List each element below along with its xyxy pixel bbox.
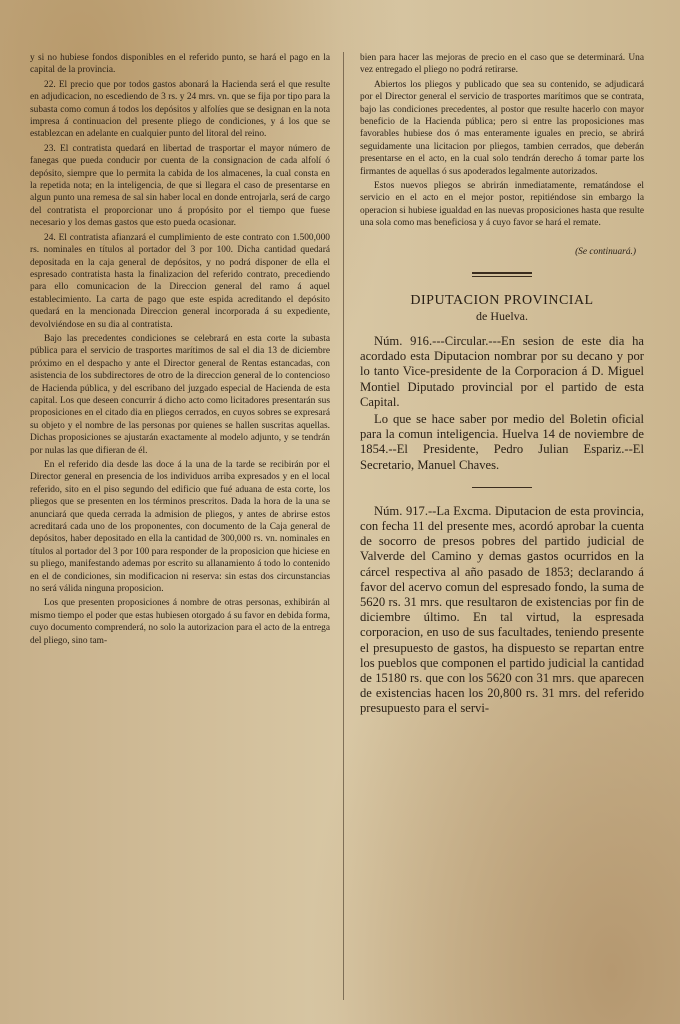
right-column xyxy=(360,52,644,719)
section-subtitle: de Huelva. xyxy=(476,308,528,323)
paragraph: Núm. 917.--La Excma. Diputacion de esta provincia, con fecha 11 del presente mes, acordó aprobar la cuenta de socorro de presos pobres del partido judicial de Valverde del Camino y demas gastos ocurridos en la cárcel respectiva al año pasado de 1853; declarando á favor del acervo comun del espresado fondo, la suma de 5620 rs. 31 mrs. que resultaron de existencias por fin de diciembre último. En tal virtud, la espresada corporacion, en uso de sus facultades, teniendo presente el presupuesto de gastos, ha dispuesto se repartan entre los pueblos que componen el partido judicial la cantidad de 15180 rs. que con los 5620 con 31 mrs. que aparecen de existencias hacen los 20,800 rs. 31 mrs. del referido presupuesto para el servi- xyxy=(360,503,644,716)
paragraph: 22. El precio que por todos gastos abonará la Hacienda será el que resulte en adjudicacion, no escediendo de 3 rs. y 24 mrs. vn. que se fija por tipo para la subasta como comun á todos los depósitos y alfolíes que se designan en la nota impresa á continuacion del presente pliego de condiciones, y á los que se establezcan en adelante en cualquier punto del litoral del reino. xyxy=(30,79,330,140)
paragraph: En el referido dia desde las doce á la una de la tarde se recibirán por el Director general en presencia de los individuos arriba expresados y en el local referido, sito en el piso segundo del edificio que fué aduana de esta corte, los pliegos que se presenten en los términos prescritos. Dada la hora de la una se anunciará que queda cerrada la admision de pliegos, y antes de abrirse estos acreditará cada uno de los proponentes, con documento de la Caja general de depósitos, haber depositado en ella la cantidad de 300,000 rs. vn. nominales en títulos al portador del 3 por 100 para responder de la proposicion que hiciese en su pliego, manifestando ademas por escrito su allanamiento á todo lo contenido en el de condiciones, sin modificacion ni reserva: sin estas dos circunstancias no será válida ninguna proposicion. xyxy=(30,460,330,595)
paragraph: Núm. 916.---Circular.---En sesion de este dia ha acordado esta Diputacion nombrar por su decano y por lo tanto Vice-presidente de la Corporacion á D. Miguel Montiel Diputado provincial por el partido de esta Capital. xyxy=(360,333,644,409)
paragraph: y si no hubiese fondos disponibles en el referido punto, se hará el pago en la capital de la provincia. xyxy=(30,53,330,76)
continuation-note: (Se continuará.) xyxy=(575,246,636,257)
paragraph: Los que presenten proposiciones á nombre de otras personas, exhibirán al mismo tiempo el poder que estas hubiesen otorgado á su favor en debida forma, cuyo documento comprenderá, no solo la autorizacion para el acto de la entrega del pliego, sino tam- xyxy=(30,598,330,646)
notice-917 xyxy=(360,504,644,717)
paragraph: Bajo las precedentes condiciones se celebrará en esta corte la subasta pública para el servicio de trasportes marítimos de sal el dia 13 de diciembre próximo en el despacho y ante el Director general de Rentas estancadas, con asistencia de los subdirectores de otro de la direccion general de lo contencioso de Hacienda pública, y del escribano del juzgado especial de Hacienda de esta capital. Los que deseen concurrir á dicho acto como licitadores presentarán sus proposiciones en el citado dia en pliegos cerrados, en cuyos sobres se expresará su objeto y el nombre de las personas por quienes se hallen suscritas aquellas. Dichas proposiciones se ajustarán exactamente al modelo adjunto, y se tendrán por nulas las que difieran de él. xyxy=(30,333,330,456)
paragraph: Lo que se hace saber por medio del Boletin oficial para la comun inteligencia. Huelva 14 de noviembre de 1854.--El Presidente, Pedro Julian Espariz.--El Secretario, Manuel Chaves. xyxy=(360,411,644,472)
notice-separator xyxy=(472,487,532,488)
section-separator xyxy=(472,272,532,277)
paragraph: bien para hacer las mejoras de precio en el caso que se determinará. Una vez entregado el pliego no podrá retirarse. xyxy=(360,53,644,76)
paragraph: 24. El contratista afianzará el cumplimiento de este contrato con 1.500,000 rs. nominales en títulos al portador del 3 por 100. Dicha cantidad quedará depositada en la caja general de depósitos, y no podrá disponer de ella el espresado contratista hasta la finalizacion del referido contrato, precediendo para ello comunicacion de la Direccion general del ramo á aquel establecimiento. La carta de pago que este espida acreditando el depósito quedará en la mencionada Direccion general incorporada á su expediente, devolviéndose en su dia al contratista. xyxy=(30,232,330,330)
paragraph: Estos nuevos pliegos se abrirán inmediatamente, rematándose el servicio en el acto en el mejor postor, repitiéndose sin embargo la operacion si hubiese igualdad en las nuevas proposiciones hasta que resulte una sola como mas beneficiosa y á cuyo favor se hará el remate. xyxy=(360,181,644,229)
right-column-top-text xyxy=(360,52,644,230)
paragraph: Abiertos los pliegos y publicado que sea su contenido, se adjudicará por el Director general el servicio de trasportes marítimos que se contrata, bajo las condiciones precedentes, al postor que resulte hacerlo con mayor beneficio de la Hacienda pública; pero si entre las proposiciones mas favorables hubiese dos ó mas enteramente iguales en precio, se abrirá seguidamente una licitacion por pliegos, tambien cerrados, que deberán presentarse en el acto, en la cual solo tendrán derecho á tomar parte los firmantes de aquellas ó sus apoderados legalmente autorizados. xyxy=(360,79,644,177)
paragraph: 23. El contratista quedará en libertad de trasportar el mayor número de fanegas que pueda conducir por cuenta de la consignacion de cada alfolí ó depósito, siempre que lo permita la cabida de los almacenes, la cual consta en la repetida nota; en la inteligencia, de que si llegara el caso de presentarse en algun punto una remesa de sal sin haber local en donde entrojarla, será de cargo del contratista el proporcionar uno á propósito por el tiempo que fuese necesario y los demas gastos que esto pueda ocasionar. xyxy=(30,143,330,229)
diputacion-notice xyxy=(360,334,644,473)
column-divider xyxy=(343,52,344,1000)
left-column xyxy=(30,52,330,649)
section-title: DIPUTACION PROVINCIAL xyxy=(410,293,594,309)
